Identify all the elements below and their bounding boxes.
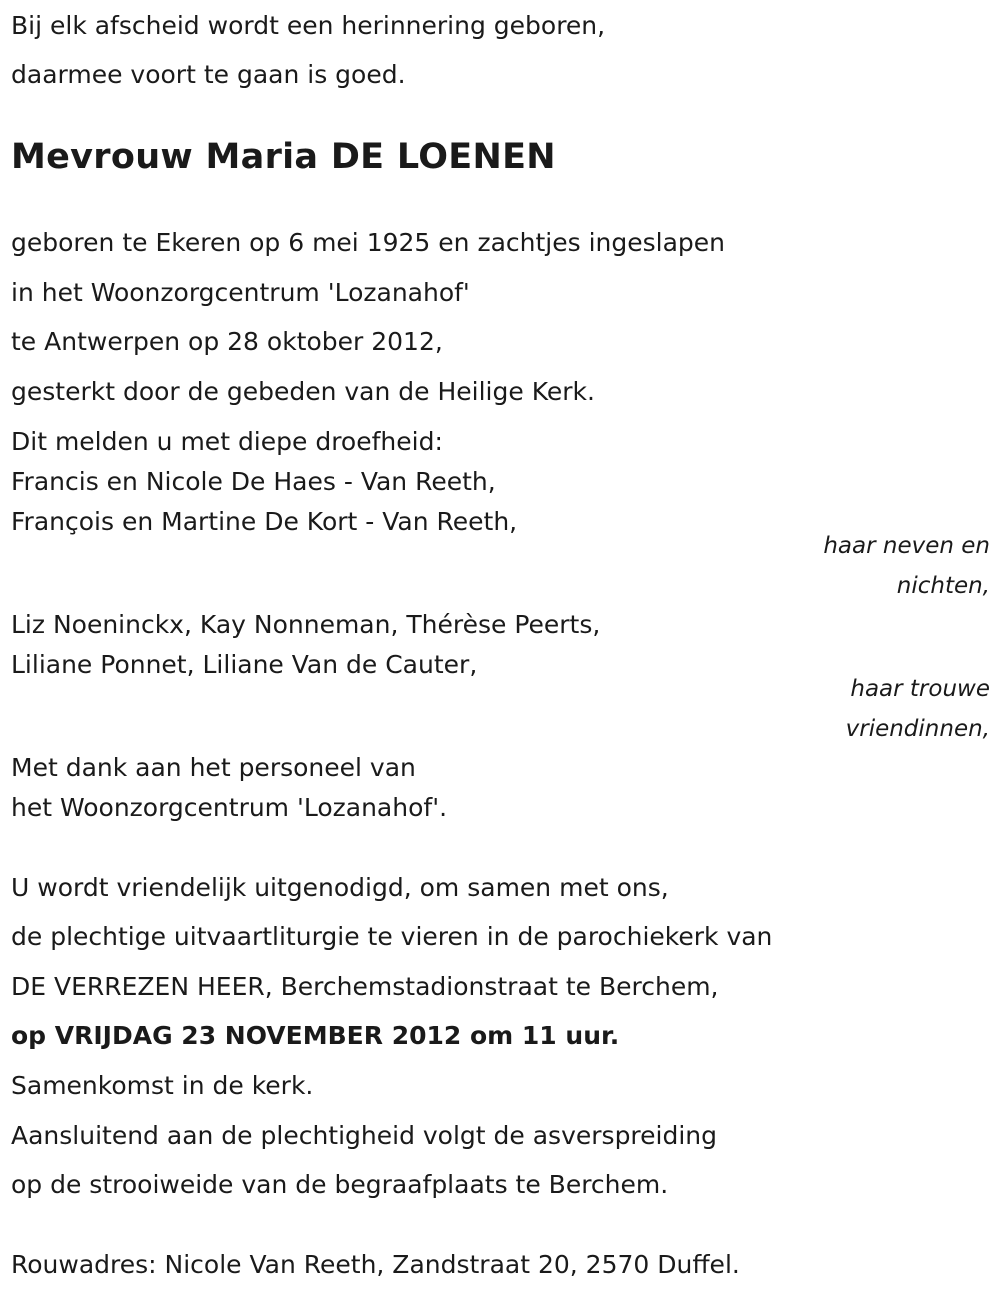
invitation-line: de plechtige uitvaartliturgie te vieren in de parochiekerk van [11, 922, 773, 951]
deceased-name: Mevrouw Maria DE LOENEN [11, 137, 556, 177]
invitation-line: U wordt vriendelijk uitgenodigd, om samen met ons, [11, 873, 669, 902]
church-line: DE VERREZEN HEER, Berchemstadionstraat te Berchem, [11, 972, 719, 1001]
thanks-line-1: Met dank aan het personeel van [11, 753, 416, 782]
mourning-address: Rouwadres: Nicole Van Reeth, Zandstraat 20, 2570 Duffel. [11, 1250, 740, 1279]
ash-scattering-line: Aansluitend aan de plechtigheid volgt de asverspreiding [11, 1121, 718, 1150]
thanks-line-2: het Woonzorgcentrum 'Lozanahof'. [11, 793, 448, 822]
cemetery-line: op de strooiweide van de begraafplaats te Berchem. [11, 1170, 669, 1199]
care-home-detail: in het Woonzorgcentrum 'Lozanahof' [11, 278, 470, 307]
verse-line-2: daarmee voort te gaan is goed. [11, 60, 406, 89]
family-member: Francis en Nicole De Haes - Van Reeth, [11, 467, 496, 496]
announcement-line: Dit melden u met diepe droefheid: [11, 427, 443, 456]
family-member: François en Martine De Kort - Van Reeth, [11, 507, 518, 536]
verse-line-1: Bij elk afscheid wordt een herinnering geboren, [11, 11, 606, 40]
family-role-line-1: haar neven en [823, 533, 990, 559]
friends-role-line-1: haar trouwe [850, 676, 990, 702]
family-role-line-2: nichten, [896, 573, 990, 599]
friends-role-line-2: vriendinnen, [845, 716, 990, 742]
funeral-date-line: op VRIJDAG 23 NOVEMBER 2012 om 11 uur. [11, 1021, 620, 1050]
friend-member: Liz Noeninckx, Kay Nonneman, Thérèse Peerts, [11, 610, 601, 639]
birth-detail: geboren te Ekeren op 6 mei 1925 en zachtjes ingeslapen [11, 228, 726, 257]
prayer-detail: gesterkt door de gebeden van de Heilige Kerk. [11, 377, 595, 406]
death-detail: te Antwerpen op 28 oktober 2012, [11, 327, 443, 356]
friend-member: Liliane Ponnet, Liliane Van de Cauter, [11, 650, 478, 679]
gathering-line: Samenkomst in de kerk. [11, 1071, 314, 1100]
